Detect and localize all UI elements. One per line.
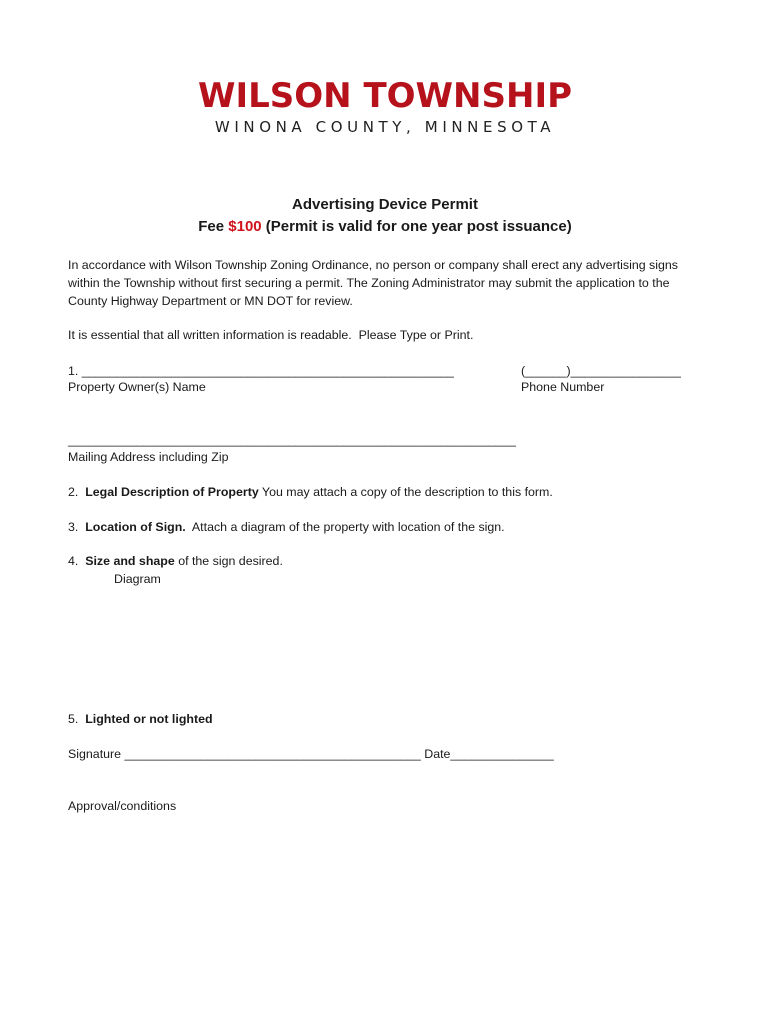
mailing-address-label: Mailing Address including Zip [68, 450, 229, 464]
diagram-label: Diagram [114, 572, 161, 586]
document-title: Advertising Device Permit [292, 196, 478, 213]
readable-note: It is essential that all written information is readable. Please Type or Print. [68, 328, 474, 342]
signature-date-field[interactable]: Signature ___________________________________________ Date_______________ [68, 747, 554, 761]
item-number: 5. [68, 712, 86, 726]
township-logo-subtitle: WINONA COUNTY, MINNESOTA [214, 118, 556, 136]
owner-name-field[interactable]: 1. ______________________________________________________ [68, 364, 454, 378]
item-number: 2. [68, 485, 86, 499]
owner-name-label: Property Owner(s) Name [68, 380, 206, 394]
intro-line-3: County Highway Department or MN DOT for review. [68, 294, 353, 308]
phone-number-label: Phone Number [521, 380, 605, 394]
township-logo-title: WILSON TOWNSHIP [197, 76, 573, 116]
intro-line-1: In accordance with Wilson Township Zoning Ordinance, no person or company shall erect any advertising signs [68, 258, 678, 272]
item-size-and-shape [68, 552, 283, 570]
item-legal-description [68, 483, 553, 501]
approval-conditions-label: Approval/conditions [68, 799, 177, 813]
mailing-address-field[interactable]: _________________________________________________________________ [68, 433, 516, 447]
intro-paragraph [68, 256, 708, 310]
intro-line-2: within the Township without first securing a permit. The Zoning Administrator may submit the application to the [68, 276, 670, 290]
fee-prefix: Fee [198, 218, 229, 235]
item-text: Attach a diagram of the property with location of the sign. [185, 520, 505, 534]
item-heading: Size and shape [85, 554, 175, 568]
fee-amount: $100 [228, 218, 262, 235]
item-location-of-sign [68, 518, 505, 536]
item-number: 4. [68, 554, 86, 568]
phone-number-field[interactable]: (______)________________ [521, 364, 681, 378]
item-heading: Location of Sign. [85, 520, 186, 534]
item-heading: Lighted or not lighted [85, 712, 213, 726]
fee-line [0, 218, 770, 235]
item-lighted [68, 710, 213, 728]
item-text: of the sign desired. [174, 554, 283, 568]
item-text: You may attach a copy of the description to this form. [258, 485, 553, 499]
item-number: 3. [68, 520, 86, 534]
fee-suffix: (Permit is valid for one year post issuance) [261, 218, 572, 235]
item-heading: Legal Description of Property [85, 485, 259, 499]
